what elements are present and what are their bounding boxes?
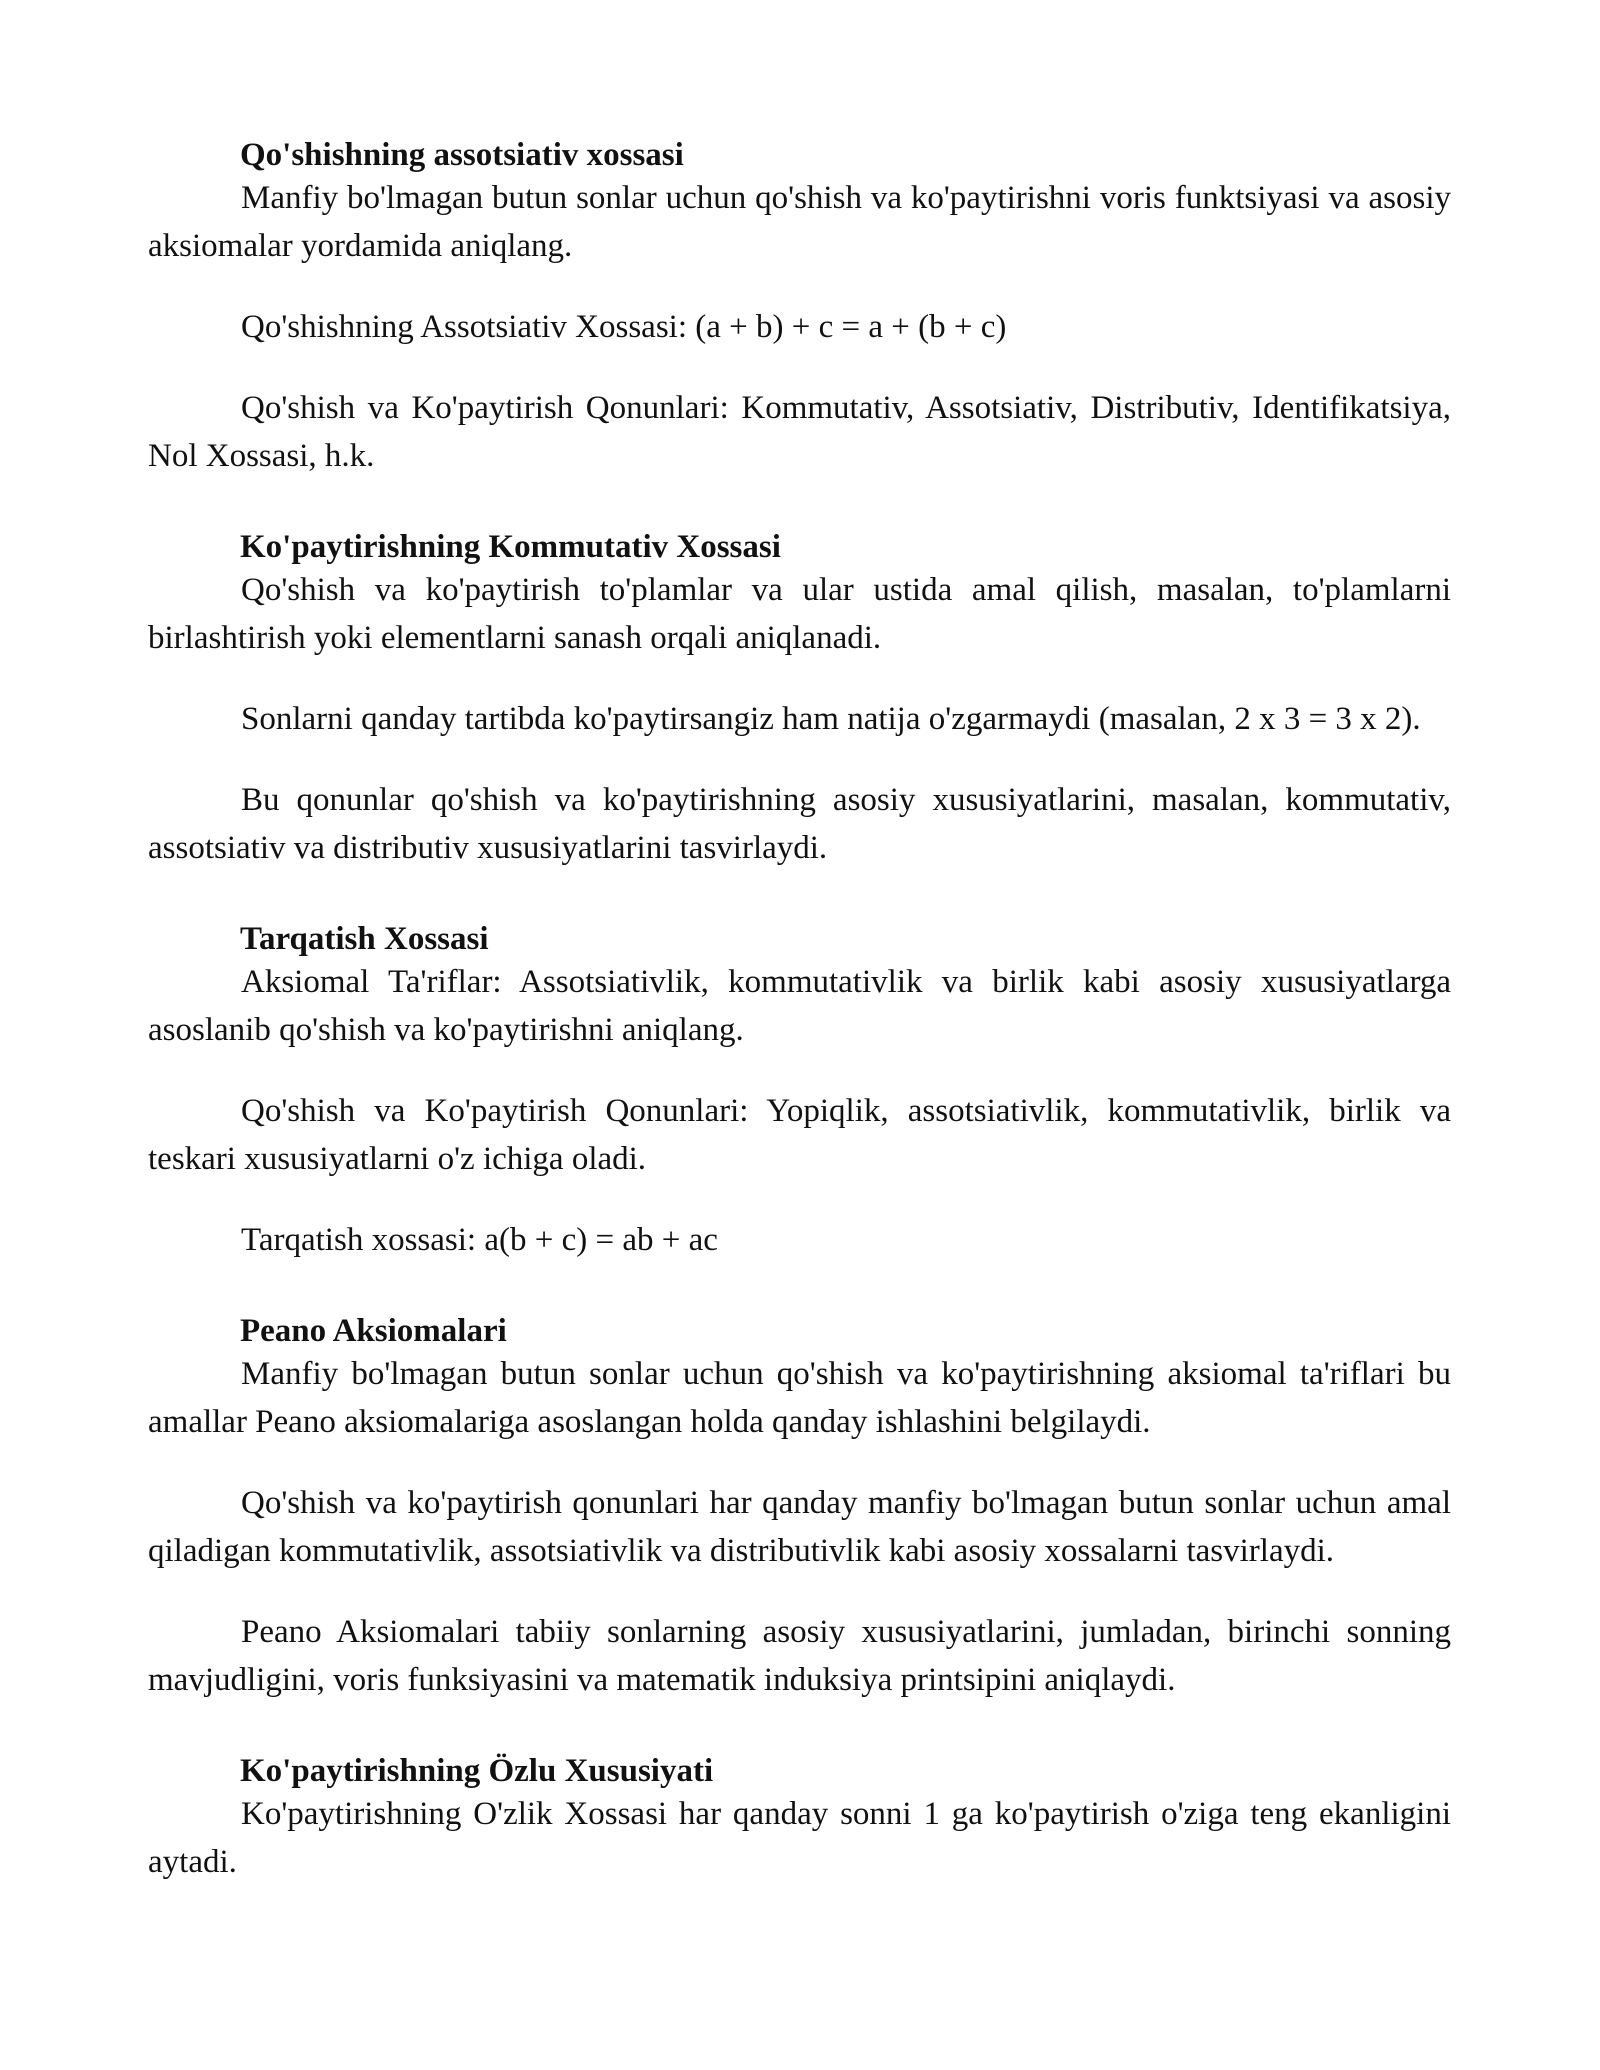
paragraph: Sonlarni qanday tartibda ko'paytirsangiz ham natija o'zgarmaydi (masalan, 2 x 3 = 3 x 2). bbox=[241, 701, 1421, 737]
section-heading: Ko'paytirishning Özlu Xususiyati bbox=[240, 1753, 714, 1789]
section-heading: Qo'shishning assotsiativ xossasi bbox=[240, 137, 684, 173]
paragraph: Ko'paytirishning O'zlik Xossasi har qanday sonni 1 ga ko'paytirish o'ziga teng ekanligini aytadi. bbox=[148, 1796, 1451, 1880]
section-commutative-multiplication bbox=[148, 526, 1451, 872]
paragraph: Qo'shish va Ko'paytirish Qonunlari: Yopiqlik, assotsiativlik, kommutativlik, birlik va teskari xususiyatlarni o'z ichiga oladi. bbox=[148, 1093, 1451, 1177]
section-heading: Ko'paytirishning Kommutativ Xossasi bbox=[240, 529, 781, 565]
paragraph: Qo'shish va Ko'paytirish Qonunlari: Kommutativ, Assotsiativ, Distributiv, Identifikatsiya, Nol Xossasi, h.k. bbox=[148, 390, 1451, 474]
section-heading: Peano Aksiomalari bbox=[240, 1313, 507, 1349]
paragraph: Qo'shishning Assotsiativ Xossasi: (a + b) + c = a + (b + c) bbox=[241, 309, 1007, 345]
paragraph: Qo'shish va ko'paytirish qonunlari har qanday manfiy bo'lmagan butun sonlar uchun amal qiladigan kommutativlik, assotsiativlik va distributivlik kabi asosiy xossalarni tasvirlaydi. bbox=[148, 1485, 1451, 1569]
section-associative-addition bbox=[148, 134, 1451, 480]
document-page bbox=[148, 134, 1451, 1932]
paragraph: Tarqatish xossasi: a(b + c) = ab + ac bbox=[241, 1222, 718, 1258]
paragraph: Manfiy bo'lmagan butun sonlar uchun qo'shish va ko'paytirishni voris funktsiyasi va asosiy aksiomalar yordamida aniqlang. bbox=[148, 180, 1451, 264]
paragraph: Peano Aksiomalari tabiiy sonlarning asosiy xususiyatlarini, jumladan, birinchi sonning mavjudligini, voris funksiyasini va matematik induksiya printsipini aniqlaydi. bbox=[148, 1614, 1451, 1698]
paragraph: Manfiy bo'lmagan butun sonlar uchun qo'shish va ko'paytirishning aksiomal ta'riflari bu amallar Peano aksiomalariga asoslangan holda qanday ishlashini belgilaydi. bbox=[148, 1356, 1451, 1440]
section-identity-property bbox=[148, 1750, 1451, 1886]
section-distributive-property bbox=[148, 918, 1451, 1264]
paragraph: Bu qonunlar qo'shish va ko'paytirishning asosiy xususiyatlarini, masalan, kommutativ, assotsiativ va distributiv xususiyatlarini tasvirlaydi. bbox=[148, 782, 1451, 866]
section-heading: Tarqatish Xossasi bbox=[240, 921, 489, 957]
paragraph: Aksiomal Ta'riflar: Assotsiativlik, kommutativlik va birlik kabi asosiy xususiyatlarga asoslanib qo'shish va ko'paytirishni aniqlang. bbox=[148, 964, 1451, 1048]
section-peano-axioms bbox=[148, 1310, 1451, 1704]
paragraph: Qo'shish va ko'paytirish to'plamlar va ular ustida amal qilish, masalan, to'plamlarni birlashtirish yoki elementlarni sanash orqali aniqlanadi. bbox=[148, 572, 1451, 656]
